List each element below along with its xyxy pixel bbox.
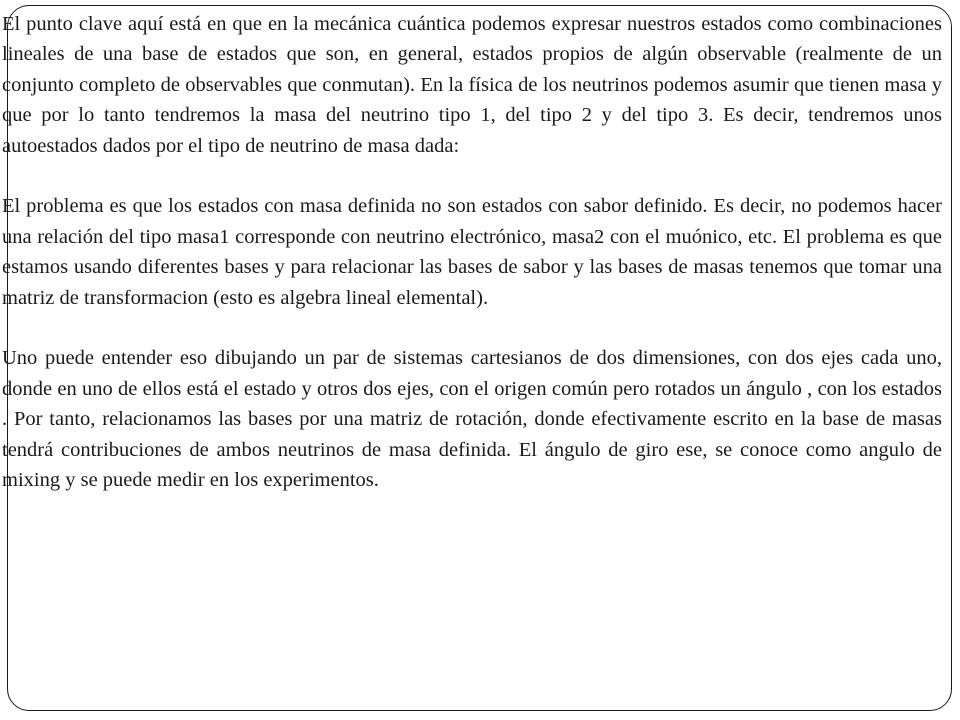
- paragraph-mass-eigenstates: El punto clave aquí está en que en la mecánica cuántica podemos expresar nuestros estados como combinaciones lineales de una base de estados que son, en general, estados propios de algún observable (realmente de un conjunto completo de observables que conmutan). En la física de los neutrinos podemos asumir que tienen masa y que por lo tanto tendremos la masa del neutrino tipo 1, del tipo 2 y del tipo 3. Es decir, tendremos unos autoestados dados por el tipo de neutrino de masa dada:: [2, 13, 942, 157]
- paragraph-mixing-angle: Uno puede entender eso dibujando un par de sistemas cartesianos de dos dimensiones, con dos ejes cada uno, donde en uno de ellos está el estado y otros dos ejes, con el origen común pero rotados un ángulo , con los estados . Por tanto, relacionamos las bases por una matriz de rotación, donde efectivamente escrito en la base de masas tendrá contribuciones de ambos neutrinos de masa definida. El ángulo de giro ese, se conoce como angulo de mixing y se puede medir en los experimentos.: [2, 347, 942, 492]
- paragraph-flavor-basis: El problema es que los estados con masa definida no son estados con sabor definido. Es decir, no podemos hacer una relación del tipo masa1 corresponde con neutrino electrónico, masa2 con el muónico, etc. El problema es que estamos usando diferentes bases y para relacionar las bases de sabor y las bases de masas tenemos que tomar una matriz de transformacion (esto es algebra lineal elemental).: [2, 195, 942, 309]
- slide-body-text: [2, 9, 942, 495]
